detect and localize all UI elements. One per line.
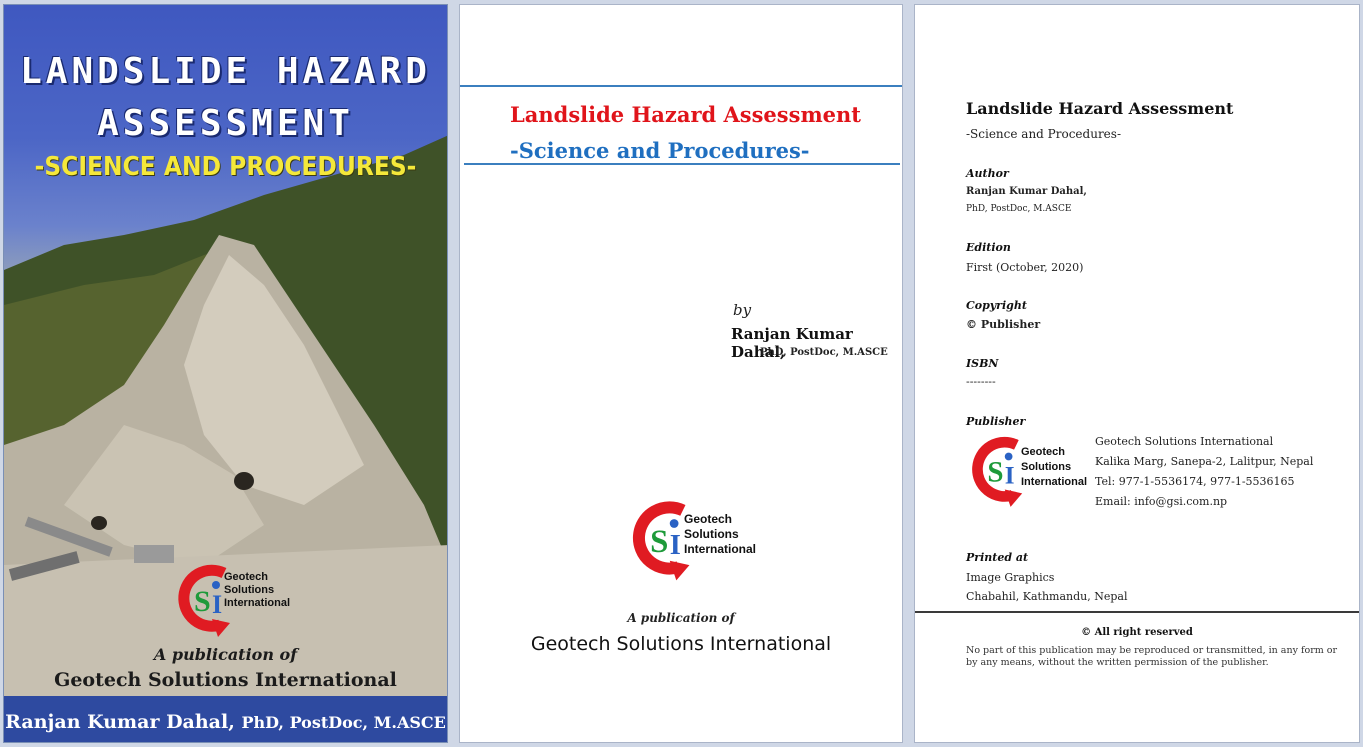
isbn-value: --------: [966, 375, 996, 388]
printed-label: Printed at: [966, 551, 1029, 564]
svg-text:I: I: [669, 530, 681, 562]
copyright-page: [914, 4, 1360, 743]
logo-text-line-3: International: [1021, 476, 1088, 488]
publisher-label: Publisher: [966, 415, 1026, 428]
svg-text:I: I: [1004, 462, 1015, 490]
cover-subtitle: -SCIENCE AND PROCEDURES-: [34, 152, 417, 182]
bottom-rule: [464, 163, 900, 165]
book-cover: [3, 4, 448, 743]
all-rights-reserved: © All right reserved: [1081, 627, 1193, 638]
title-page-publisher: Geotech Solutions International: [530, 633, 832, 655]
logo-text-line-3: International: [224, 597, 291, 609]
printed-line-2: Chabahil, Kathmandu, Nepal: [966, 590, 1128, 603]
gsi-logo: [966, 433, 1091, 513]
copyright-title: Landslide Hazard Assessment: [966, 99, 1234, 118]
title-page-author: Ranjan Kumar Dahal,: [731, 325, 853, 361]
svg-text:S: S: [987, 456, 1004, 489]
title-page-by: by: [733, 301, 752, 319]
cover-publisher-name: Geotech Solutions International: [54, 669, 397, 691]
rights-divider: [915, 611, 1359, 613]
logo-text-line-1: Geotech: [224, 571, 269, 583]
svg-text:S: S: [650, 523, 669, 560]
svg-text:I: I: [212, 590, 223, 619]
copyright-label: Copyright: [966, 299, 1027, 312]
copyright-value: © Publisher: [966, 318, 1041, 331]
top-rule: [460, 85, 903, 87]
title-page-title: Landslide Hazard Assessment: [510, 102, 861, 127]
cover-author: [4, 711, 447, 733]
title-page-publication-of: A publication of: [627, 611, 735, 625]
printed-line-1: Image Graphics: [966, 571, 1055, 584]
rights-notice: No part of this publication may be reproduced or transmitted, in any form or by any means, without the written permission of the publisher.: [966, 645, 1338, 668]
publisher-email: Email: info@gsi.com.np: [1095, 495, 1228, 508]
svg-text:S: S: [194, 585, 211, 618]
publisher-line-1: Geotech Solutions International: [1095, 435, 1274, 448]
author-name: Ranjan Kumar Dahal,: [966, 186, 1087, 197]
logo-text-line-2: Solutions: [224, 584, 275, 596]
cover-title-line-1: LANDSLIDE HAZARD: [20, 51, 431, 92]
gsi-logo: [172, 563, 302, 639]
logo-text-line-1: Geotech: [684, 512, 733, 526]
gsi-logo: [626, 498, 766, 584]
title-page-subtitle: -Science and Procedures-: [510, 138, 810, 163]
logo-text-line-1: Geotech: [1021, 446, 1066, 458]
cover-title-line-2: ASSESSMENT: [97, 103, 354, 144]
logo-text-line-2: Solutions: [1021, 461, 1072, 473]
edition-value: First (October, 2020): [966, 261, 1084, 274]
copyright-subtitle: -Science and Procedures-: [966, 127, 1121, 141]
cover-publication-of: A publication of: [153, 645, 298, 664]
cover-author-credentials: PhD, PostDoc, M.ASCE: [241, 713, 446, 732]
gsi-logo-icon: [966, 433, 1028, 511]
logo-text-line-3: International: [684, 542, 757, 556]
author-label: Author: [966, 167, 1009, 180]
edition-label: Edition: [966, 241, 1011, 254]
cover-author-name: Ranjan Kumar Dahal,: [5, 711, 235, 733]
publisher-line-3: Tel: 977-1-5536174, 977-1-5536165: [1095, 475, 1295, 488]
title-page-credentials: PhD, PostDoc, M.ASCE: [760, 347, 888, 358]
isbn-label: ISBN: [966, 357, 999, 370]
title-page: [459, 4, 903, 743]
publisher-line-2: Kalika Marg, Sanepa-2, Lalitpur, Nepal: [1095, 455, 1314, 468]
author-credentials: PhD, PostDoc, M.ASCE: [966, 204, 1072, 214]
logo-text-line-2: Solutions: [684, 527, 739, 541]
